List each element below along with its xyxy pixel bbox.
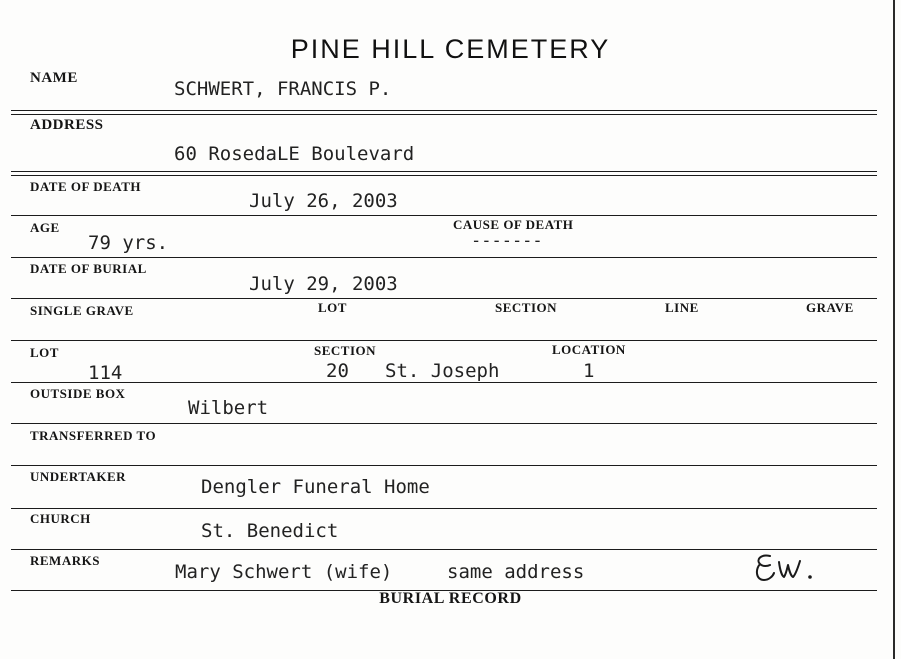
address-label: ADDRESS	[30, 117, 104, 133]
rule-age	[11, 257, 877, 258]
date-of-burial-value: July 29, 2003	[249, 273, 398, 295]
date-of-burial-label: DATE OF BURIAL	[30, 261, 147, 276]
burial-record-footer: BURIAL RECORD	[379, 590, 522, 607]
section-name: St. Joseph	[385, 360, 500, 382]
age-value: 79 yrs.	[88, 232, 169, 254]
remarks-value: Mary Schwert (wife)	[175, 561, 393, 583]
remarks-extra: same address	[447, 561, 585, 583]
single-grave-section-label: SECTION	[495, 300, 558, 315]
cause-of-death-value: -------	[471, 231, 543, 251]
section-label: SECTION	[314, 343, 377, 358]
card-right-edge	[893, 0, 895, 659]
single-grave-label: SINGLE GRAVE	[30, 303, 134, 318]
address-value: 60 RosedaLE Boulevard	[174, 143, 415, 165]
rule-date-of-death	[11, 215, 877, 216]
rule-date-of-burial	[11, 298, 877, 299]
lot-value: 114	[88, 362, 123, 384]
rule-address	[11, 171, 877, 176]
rule-outside-box	[11, 423, 877, 424]
age-label: AGE	[30, 220, 60, 235]
undertaker-value: Dengler Funeral Home	[201, 476, 430, 498]
single-grave-lot-label: LOT	[318, 300, 347, 315]
location-value: 1	[583, 360, 595, 382]
single-grave-grave-label: GRAVE	[806, 300, 854, 315]
rule-undertaker	[11, 508, 877, 509]
cause-of-death-label: CAUSE OF DEATH	[453, 217, 574, 232]
rule-single-grave	[11, 340, 877, 341]
rule-name	[11, 110, 877, 115]
remarks-label: REMARKS	[30, 553, 100, 568]
transferred-to-label: TRANSFERRED TO	[30, 428, 157, 443]
date-of-death-value: July 26, 2003	[249, 190, 398, 212]
rule-lot	[11, 382, 877, 383]
single-grave-line-label: LINE	[665, 300, 699, 315]
outside-box-label: OUTSIDE BOX	[30, 386, 126, 401]
date-of-death-label: DATE OF DEATH	[30, 179, 141, 194]
outside-box-value: Wilbert	[188, 397, 269, 419]
handwritten-initials	[752, 550, 822, 586]
lot-label: LOT	[30, 345, 59, 360]
section-value: 20	[326, 360, 349, 382]
undertaker-label: UNDERTAKER	[30, 469, 127, 484]
rule-church	[11, 549, 877, 550]
location-label: LOCATION	[552, 342, 626, 357]
church-label: CHURCH	[30, 511, 91, 526]
rule-transferred-to	[11, 465, 877, 466]
cemetery-title: PINE HILL CEMETERY	[290, 34, 611, 64]
name-label: NAME	[30, 70, 78, 86]
name-value: SCHWERT, FRANCIS P.	[174, 78, 392, 100]
church-value: St. Benedict	[201, 520, 339, 542]
